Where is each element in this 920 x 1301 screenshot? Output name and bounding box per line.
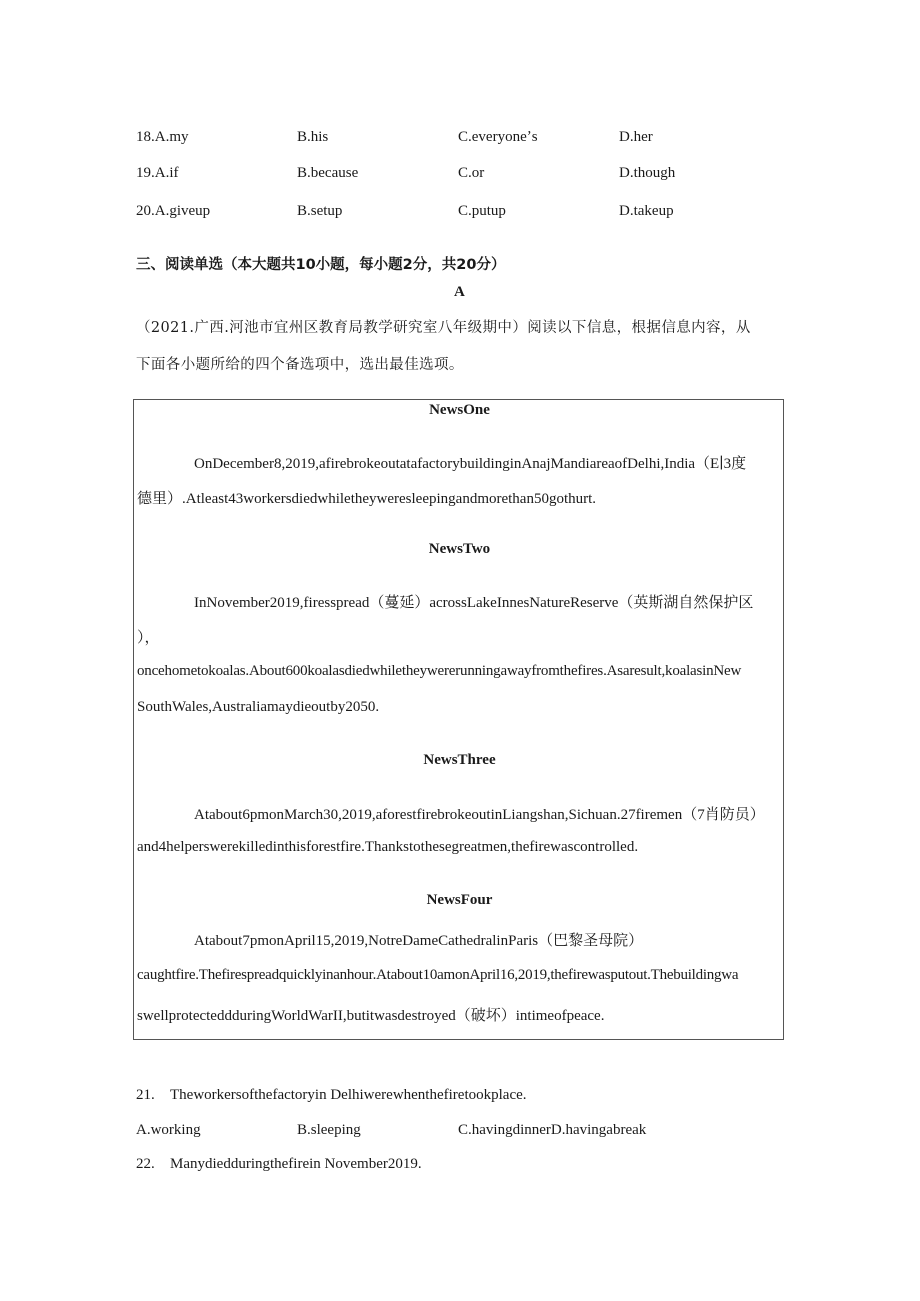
question-22-number: 22. [136,1156,155,1172]
news-one-line: 德里）.Atleast43workersdiedwhiletheyweresleepingandmorethan50gothurt. [137,491,597,507]
option-18-c: C.everyoneʼs [458,129,538,145]
news-four-line: swellprotecteddduringWorldWarII,butitwasdestroyed（破坏）intimeofpeace. [137,1008,605,1024]
option-20-b: B.setup [297,203,343,219]
option-18-d: D.her [619,129,653,145]
question-21-stem: Theworkersofthefactoryin Delhiwerewhenthefiretookplace. [170,1087,527,1103]
news-one-title: NewsOne [429,402,490,418]
option-20-a: 20.A.giveup [136,203,211,219]
option-19-b: B.because [297,165,359,181]
news-two-line: SouthWales,Australiamaydieoutby2050. [137,699,380,715]
question-21-option-a: A.working [136,1122,201,1138]
news-two-line: ）， [137,630,160,646]
section-heading: 三、阅读单选（本大题共10小题，每小题2分，共20分） [136,257,506,273]
option-19-c: C.or [458,165,485,181]
news-two-line: InNovember2019,firesspread（蔓延）acrossLakeInnesNatureReserve（英斯湖自然保护区 [194,595,754,611]
option-20-c: C.putup [458,203,506,219]
intro-line-1: （2021.广西.河池市宜州区教育局教学研究室八年级期中）阅读以下信息，根据信息内容，从 [136,320,751,336]
news-box [133,399,784,1040]
option-18-a: 18.A.my [136,129,189,145]
news-two-title: NewsTwo [428,541,491,557]
news-three-title: NewsThree [423,752,496,768]
intro-line-2: 下面各小题所给的四个备选项中，选出最佳选项。 [136,357,464,373]
news-four-title: NewsFour [426,892,493,908]
news-two-line: oncehometokoalas.About600koalasdiedwhiletheywererunningawayfromthefires.Asaresult,koalasinNew [137,663,742,679]
option-19-a: 19.A.if [136,165,179,181]
question-21-number: 21. [136,1087,155,1103]
question-21-option-cd: C.havingdinnerD.havingabreak [458,1122,647,1138]
question-22-stem: Manydiedduringthefirein November2019. [170,1156,422,1172]
news-four-line: Atabout7pmonApril15,2019,NotreDameCathedralinParis（巴黎圣母院） [194,933,644,949]
news-three-line: Atabout6pmonMarch30,2019,aforestfirebrokeoutinLiangshan,Sichuan.27firemen（7肖防员） [194,807,765,823]
option-18-b: B.his [297,129,329,145]
part-label: A [454,284,465,300]
option-19-d: D.though [619,165,676,181]
question-21-option-b: B.sleeping [297,1122,361,1138]
options-row-20 [0,203,920,225]
options-row-19 [0,165,920,187]
option-20-d: D.takeup [619,203,674,219]
news-four-line: caughtfire.Thefirespreadquicklyinanhour.Atabout10amonApril16,2019,thefirewasputout.Thebuildingwa [137,967,739,983]
news-one-line: OnDecember8,2019,afirebrokeoutatafactorybuildinginAnajMandiareaofDelhi,India（E∣3度 [194,456,747,472]
options-row-18 [0,129,920,151]
news-three-line: and4helperswerekilledinthisforestfire.Thankstothesegreatmen,thefirewascontrolled. [137,839,639,855]
